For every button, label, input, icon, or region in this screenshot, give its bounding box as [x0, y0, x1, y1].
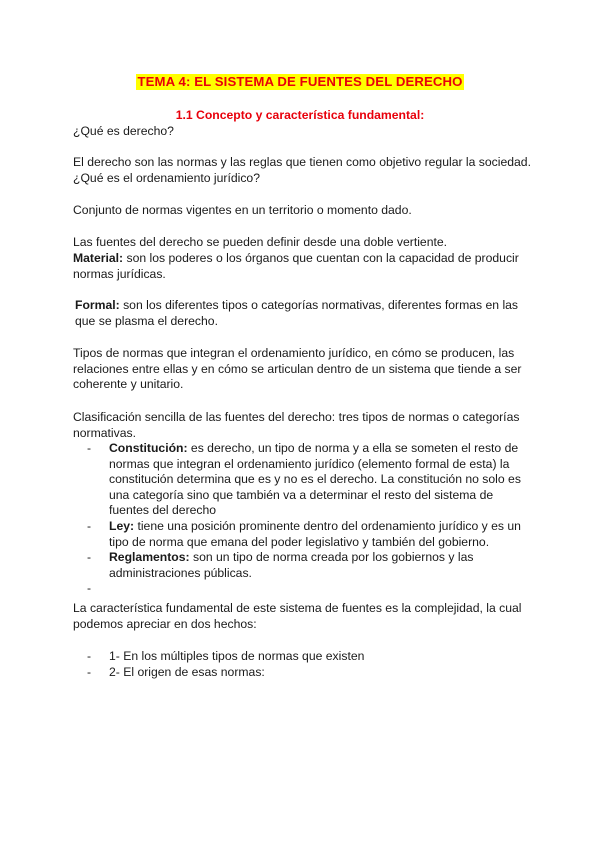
term-constitucion: Constitución: — [109, 441, 188, 455]
list-item-empty: - — [87, 581, 92, 596]
list-item-reglamentos: - Reglamentos: son un tipo de norma creada por los gobiernos y las administraciones públicas. — [87, 550, 474, 580]
paragraph-fuentes: Las fuentes del derecho se pueden definir desde una doble vertiente. — [73, 235, 448, 249]
list-hechos — [87, 649, 527, 680]
list-categorias — [87, 441, 527, 597]
answer-derecho: El derecho son las normas y las reglas que tienen como objetivo regular la sociedad. — [73, 155, 531, 169]
paragraph-tipos: Tipos de normas que integran el ordenamiento jurídico, en cómo se producen, las relaciones entre ellas y en cómo se articulan dentro de un sistema que tiende a ser coherente y unitario. — [73, 346, 522, 392]
list-item-ley: - Ley: tiene una posición prominente dentro del ordenamiento jurídico y es un tipo de norma que emana del poder legislativo y también del gobierno. — [87, 518, 521, 549]
paragraph-caracteristica: La característica fundamental de este sistema de fuentes es la complejidad, la cual podemos apreciar en dos hechos: — [73, 601, 522, 631]
term-ley: Ley: — [109, 518, 135, 533]
term-material: Material: — [73, 251, 124, 265]
list-item-constitucion: - Constitución: es derecho, un tipo de norma y a ella se someten el resto de normas que integran el ordenamiento jurídico (elemento formal de esta) la constitución determina que es y no es el derecho. La constitución no solo es una categoría sino que también va a determinar el resto del sistema de fuentes del derecho — [87, 441, 521, 518]
list-item-hecho-1: - 1- En los múltiples tipos de normas que existen — [87, 649, 365, 663]
term-formal: Formal: — [75, 298, 120, 312]
paragraph-clasificacion: Clasificación sencilla de las fuentes del derecho: tres tipos de normas o categorías normativas. — [73, 410, 520, 440]
paragraph-material: Material: son los poderes o los órganos que cuentan con la capacidad de producir normas jurídicas. — [73, 251, 519, 281]
paragraph-formal: Formal: son los diferentes tipos o categorías normativas, diferentes formas en las que se plasma el derecho. — [75, 298, 519, 328]
list-item-hecho-2: - 2- El origen de esas normas: — [87, 664, 265, 679]
question-derecho: ¿Qué es derecho? — [73, 124, 174, 138]
question-ordenamiento: ¿Qué es el ordenamiento jurídico? — [73, 171, 260, 185]
section-heading: 1.1 Concepto y característica fundamental: — [175, 108, 425, 122]
answer-ordenamiento: Conjunto de normas vigentes en un territorio o momento dado. — [73, 203, 412, 217]
page-title: TEMA 4: EL SISTEMA DE FUENTES DEL DERECHO — [137, 74, 463, 89]
term-reglamentos: Reglamentos: — [109, 550, 190, 565]
